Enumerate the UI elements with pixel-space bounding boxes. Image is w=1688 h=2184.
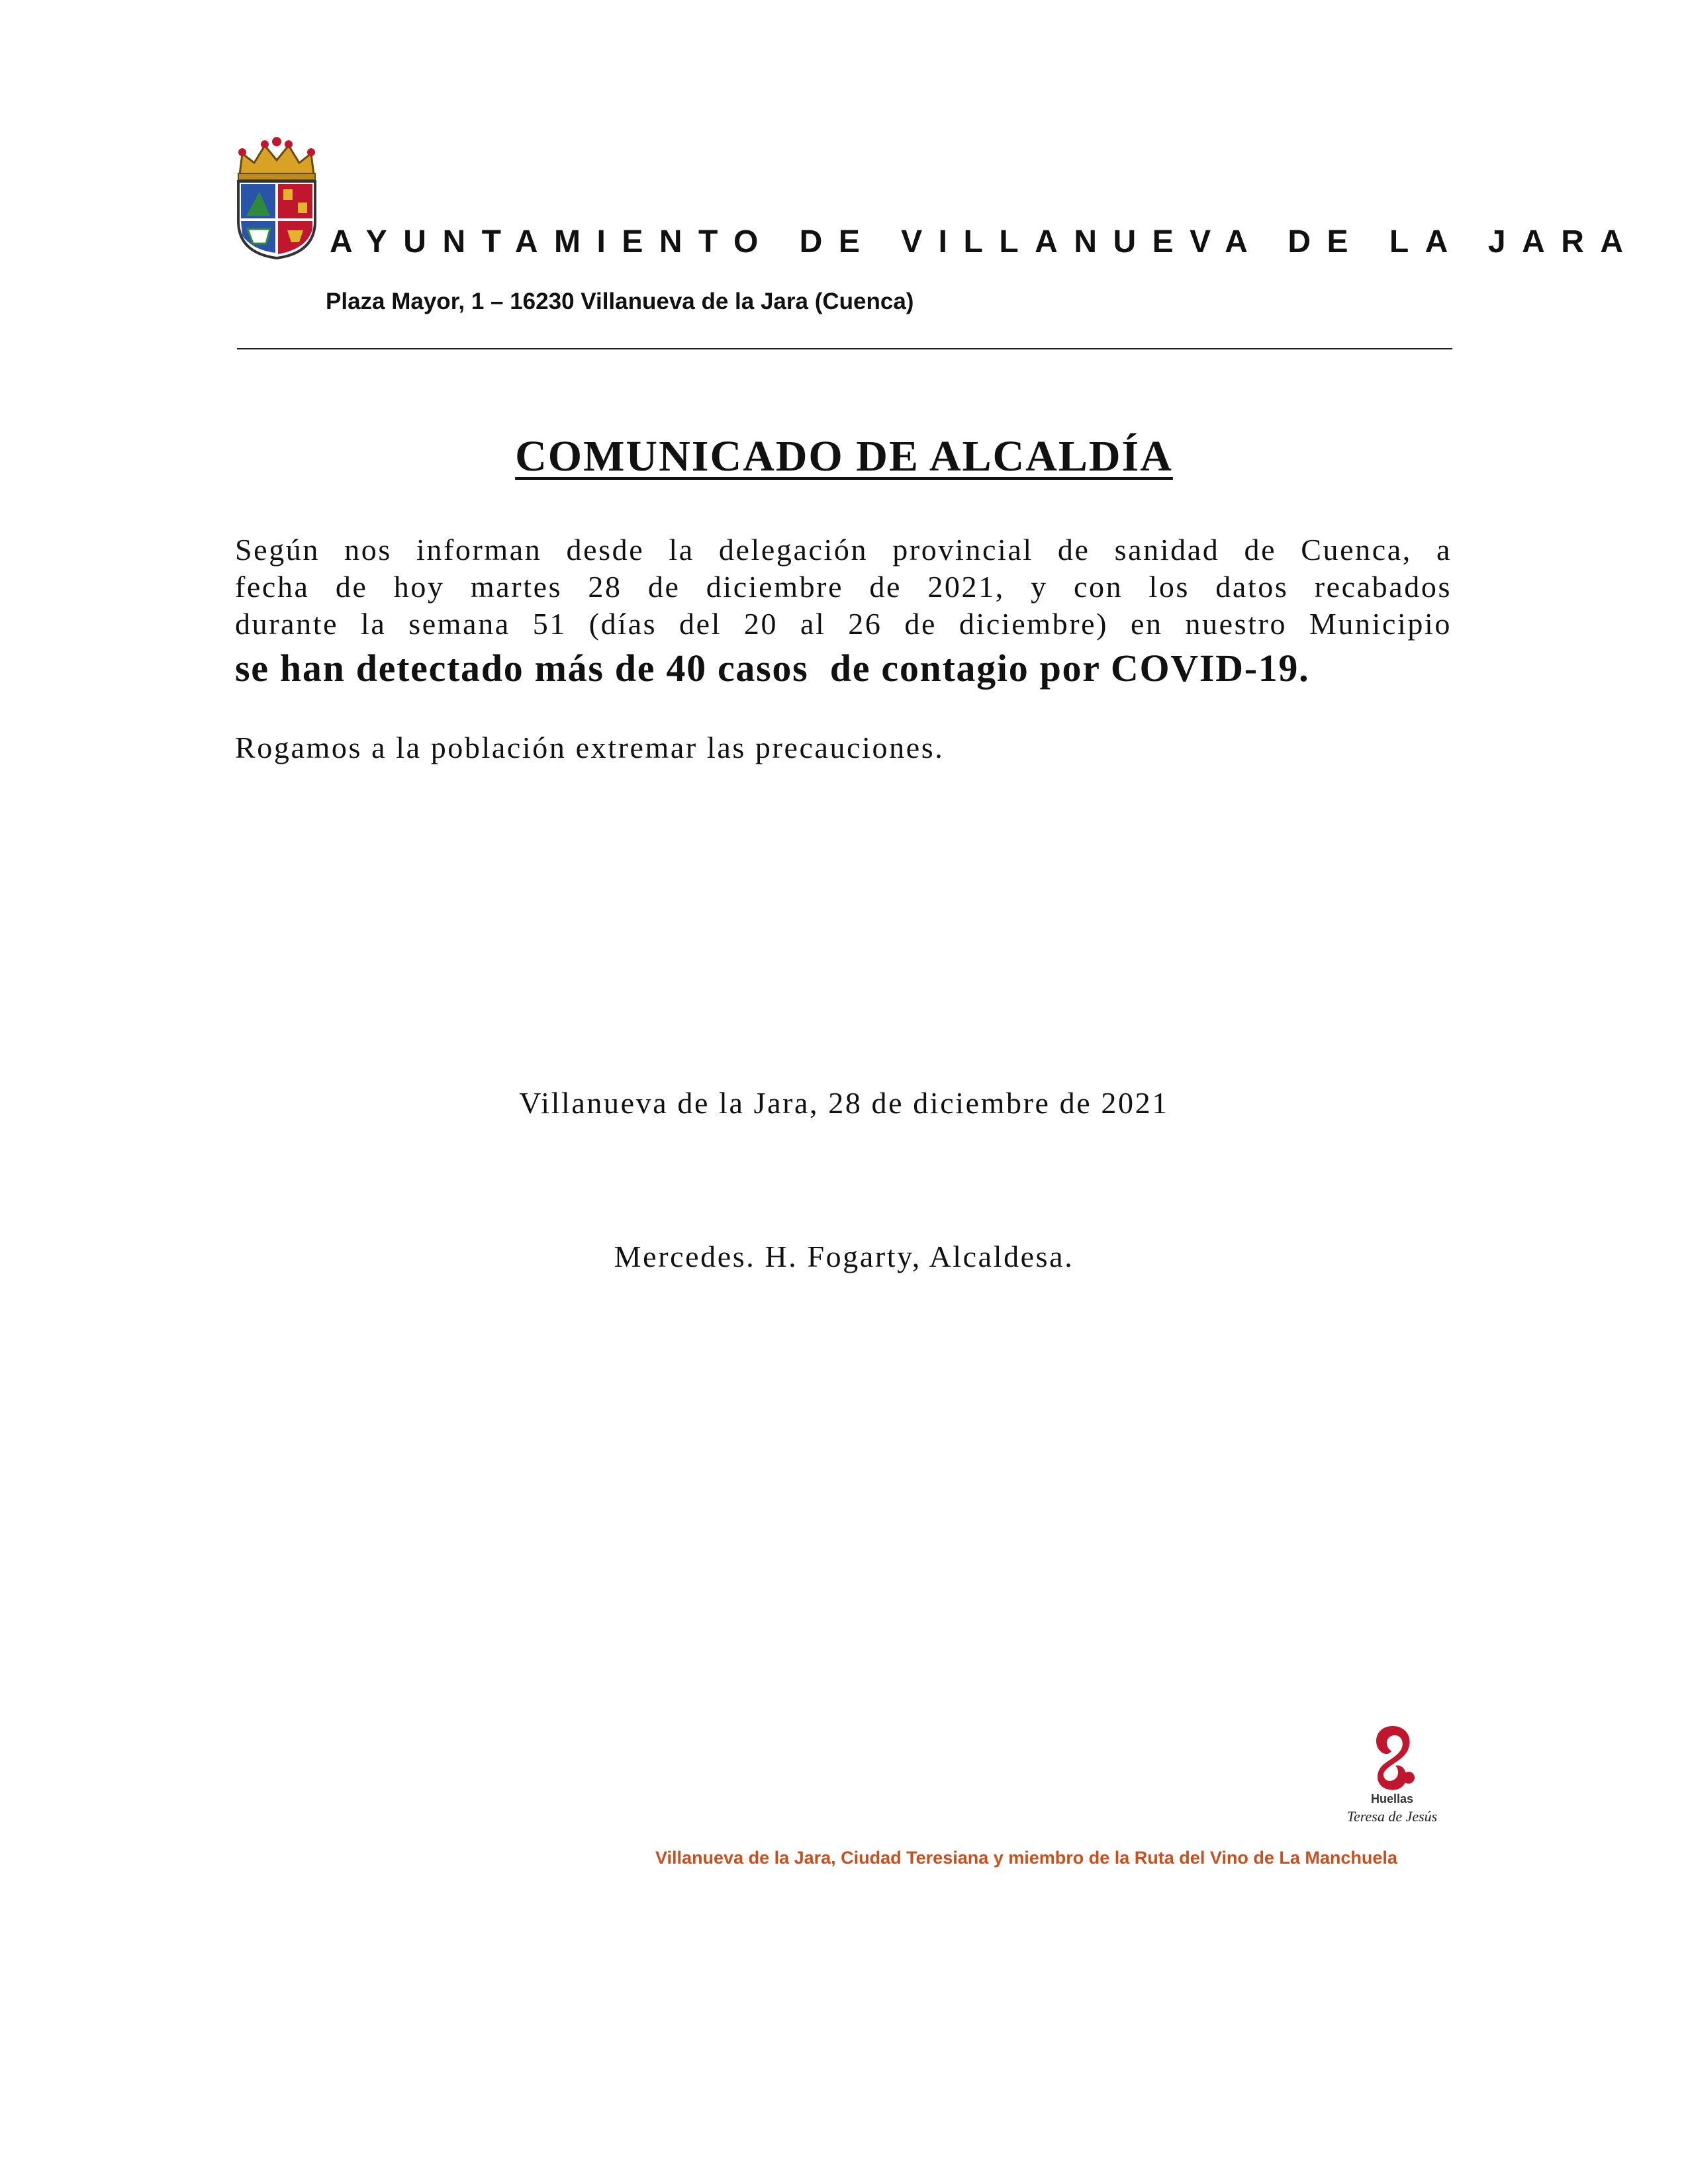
logo-script: Teresa de Jesús (1346, 1808, 1438, 1825)
document-title (0, 432, 1688, 482)
footer-tagline: Villanueva de la Jara, Ciudad Teresiana y miembro de la Ruta del Vino de La Manchuela (655, 1848, 1397, 1868)
place-and-date: Villanueva de la Jara, 28 de diciembre de 2021 (519, 1086, 1169, 1120)
notice-body-line: fecha de hoy martes 28 de diciembre de 2021, y con los datos recabados (235, 570, 1452, 604)
huellas-logo-icon (1336, 1721, 1448, 1833)
notice-body-line: durante la semana 51 (días del 20 al 26 de diciembre) en nuestro Municipio (235, 607, 1452, 641)
signature-line: Mercedes. H. Fogarty, Alcaldesa. (614, 1240, 1074, 1273)
notice-body-line: Según nos informan desde la delegación provincial de sanidad de Cuenca, a (235, 533, 1452, 567)
logo-word: Huellas (1370, 1792, 1414, 1805)
header-divider (237, 348, 1452, 349)
notice-body (235, 531, 1452, 643)
document-title-text: COMUNICADO DE ALCALDÍA (515, 432, 1173, 480)
coat-of-arms-icon (233, 136, 320, 259)
notice-request: Rogamos a la población extremar las precauciones. (235, 731, 945, 764)
notice-emphasis: se han detectado más de 40 casos de contagio por COVID-19. (235, 647, 1310, 690)
organization-address: Plaza Mayor, 1 – 16230 Villanueva de la Jara (Cuenca) (326, 289, 914, 314)
organization-name: AYUNTAMIENTO DE VILLANUEVA DE LA JARA (330, 224, 1640, 259)
